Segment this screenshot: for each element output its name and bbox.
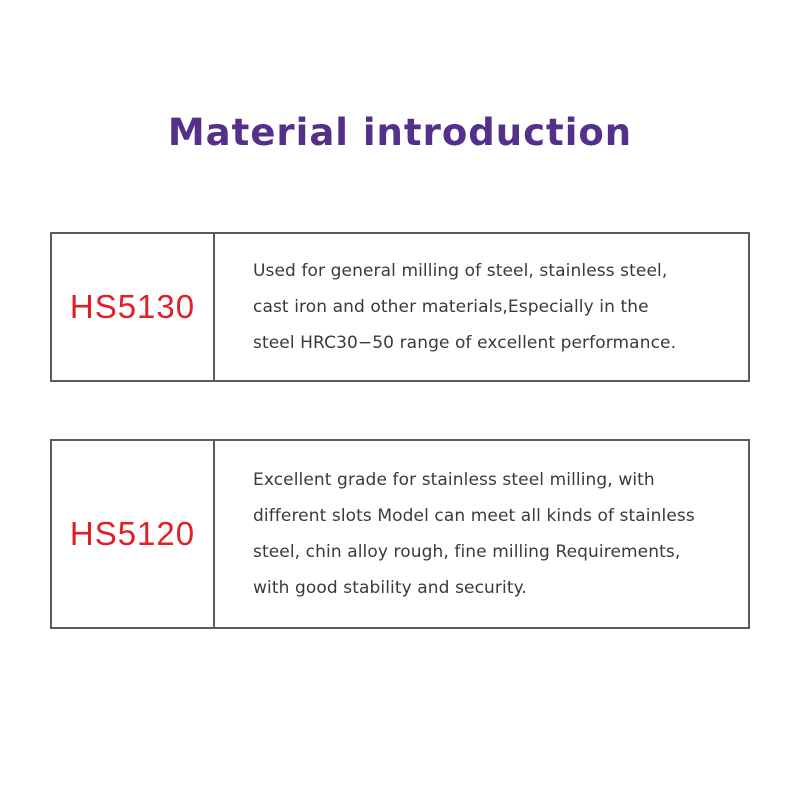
page-title: Material introduction xyxy=(167,111,633,154)
grade-code: HS5120 xyxy=(69,515,196,552)
grade-cell xyxy=(52,234,215,380)
description-line: Excellent grade for stainless steel milling, with xyxy=(253,470,655,490)
description-line: Used for general milling of steel, stainless steel, xyxy=(253,261,668,281)
description-line: cast iron and other materials,Especially in the xyxy=(253,297,649,317)
material-card-hs5120 xyxy=(50,439,750,629)
grade-cell xyxy=(52,441,215,627)
description-line: steel HRC30−50 range of excellent performance. xyxy=(253,333,677,353)
description-cell xyxy=(215,234,748,380)
description-line: steel, chin alloy rough, fine milling Requirements, xyxy=(253,542,681,562)
grade-code: HS5130 xyxy=(69,288,196,325)
description-line: different slots Model can meet all kinds of stainless xyxy=(253,506,695,526)
material-description xyxy=(253,462,695,606)
description-cell xyxy=(215,441,748,627)
description-line: with good stability and security. xyxy=(253,578,527,598)
material-description xyxy=(253,253,676,361)
material-card-hs5130 xyxy=(50,232,750,382)
